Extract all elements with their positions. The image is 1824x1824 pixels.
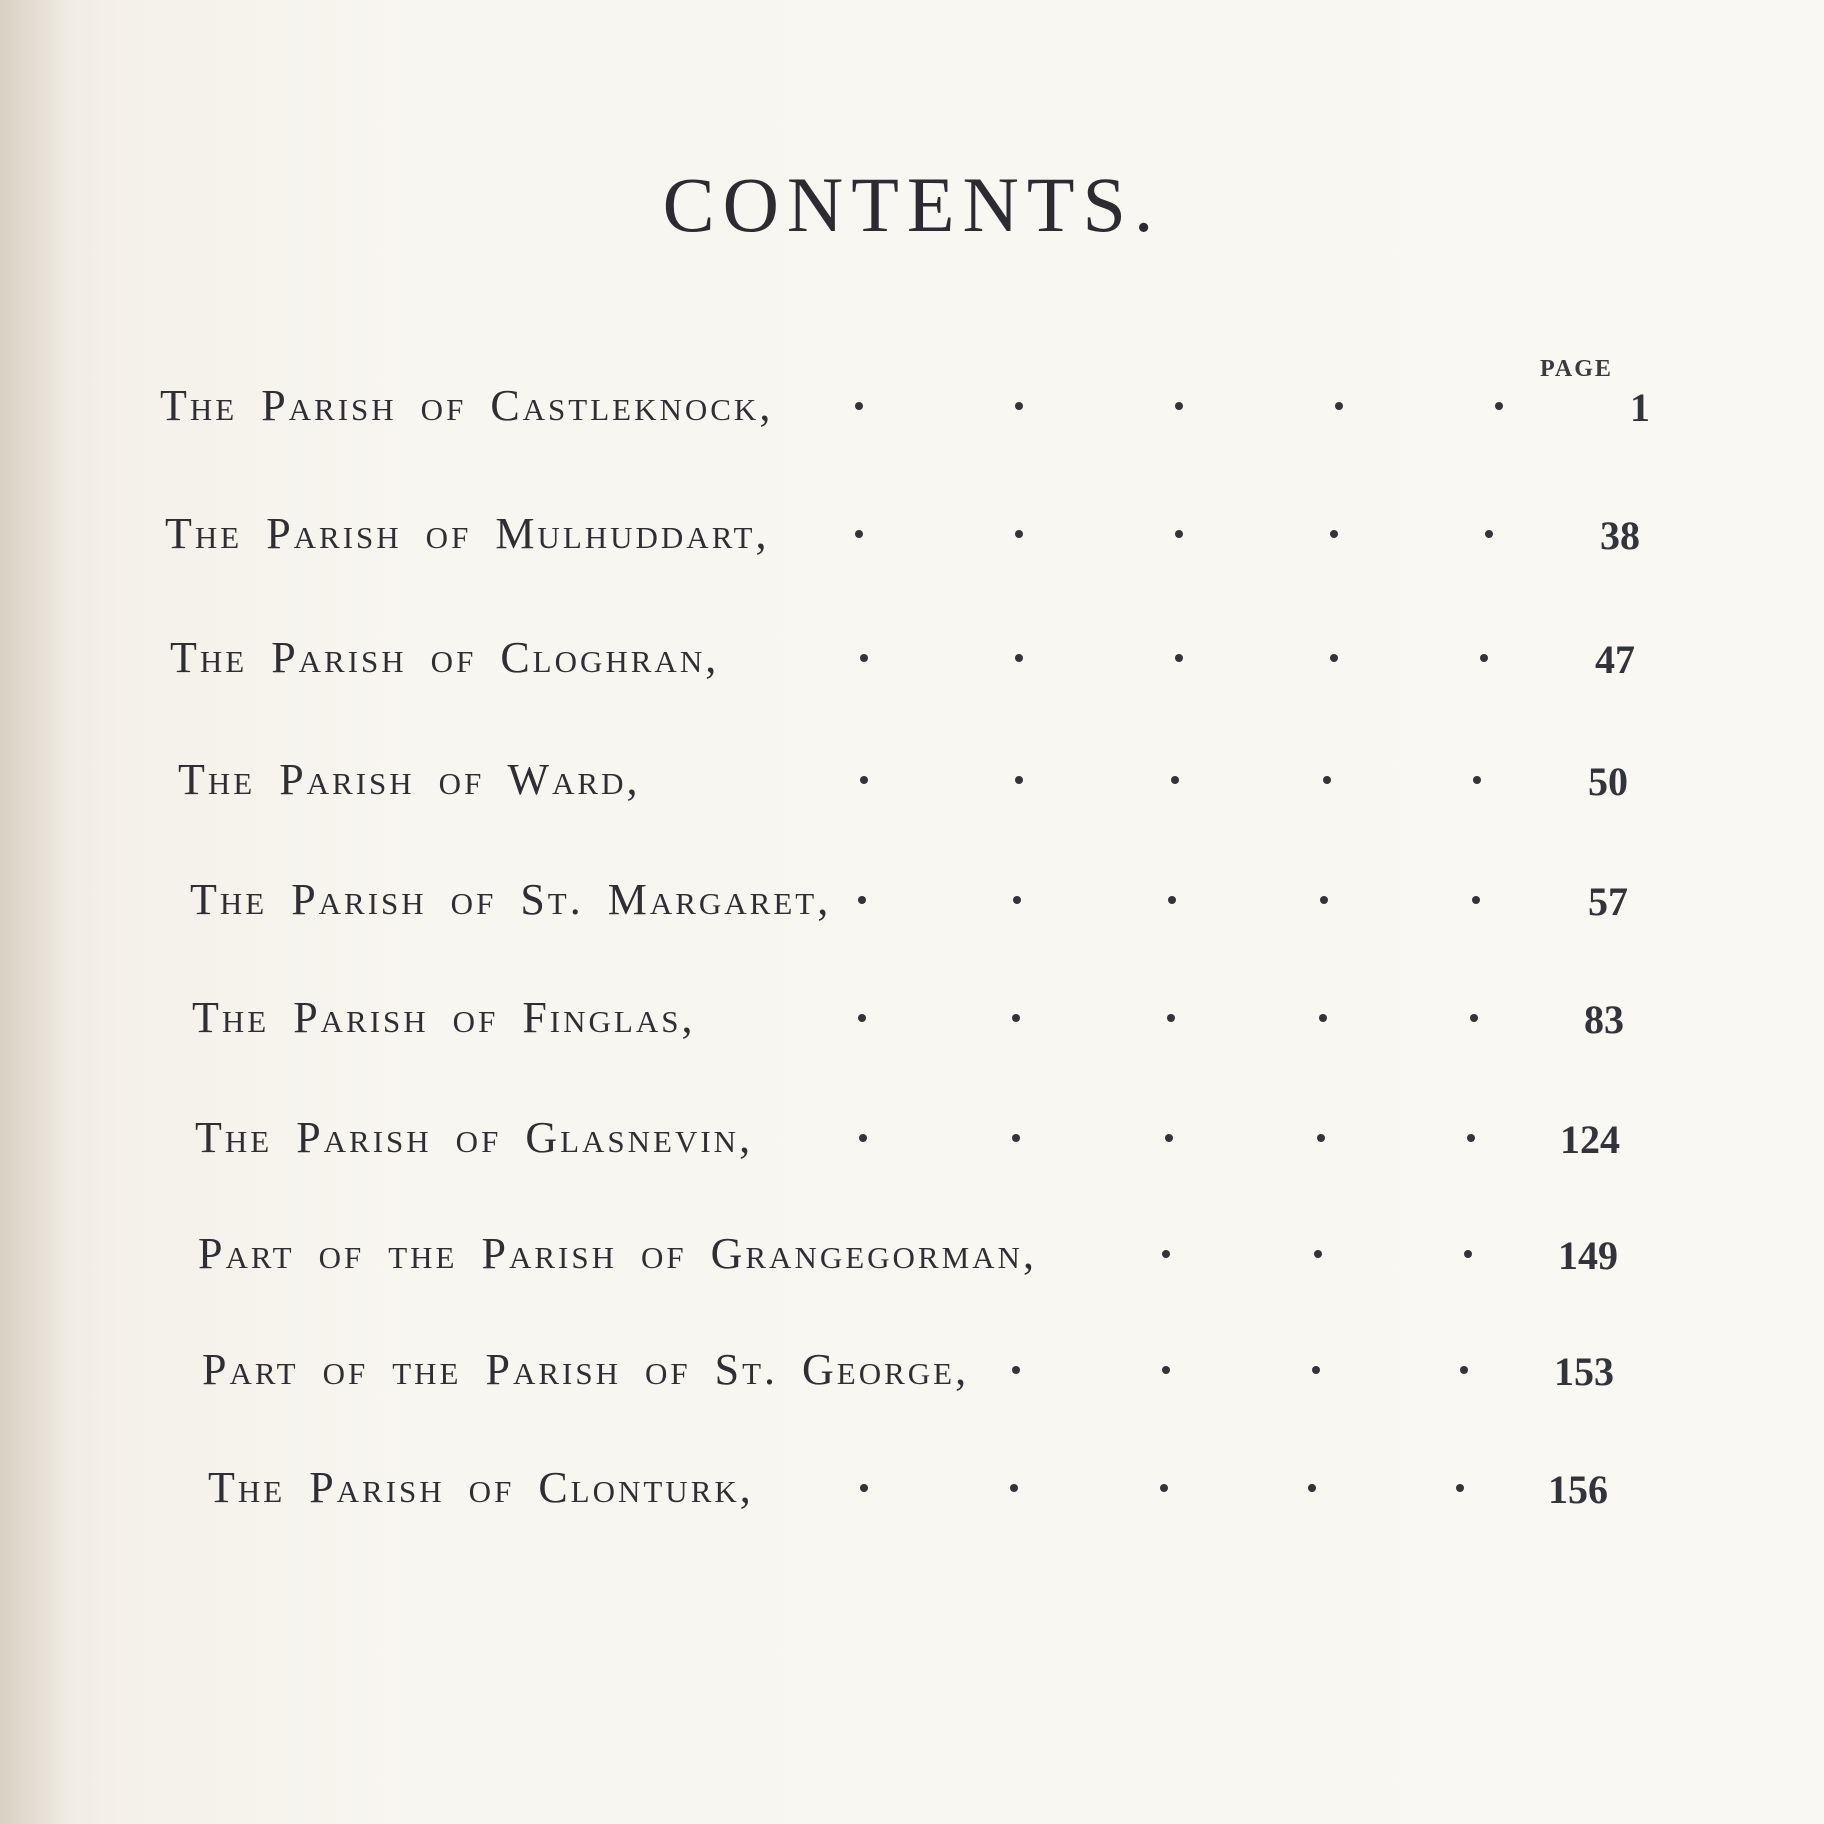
leader-dot [1165,1134,1173,1142]
leader-dot [1175,654,1183,662]
leader-dot [1175,402,1183,410]
leader-dot [860,776,868,784]
leader-dot [1015,402,1023,410]
leader-dot [1015,776,1023,784]
leader-dot [1317,1134,1325,1142]
leader-dot [1162,1366,1170,1374]
entry-page-number: 1 [1630,385,1650,430]
entry-title: Part of the Parish of St. George, [202,1345,970,1394]
leader-dot [1485,530,1493,538]
leader-dot [1473,776,1481,784]
entry-title: Part of the Parish of Grangegorman, [198,1229,1037,1278]
leader-dot [1460,1366,1468,1374]
leader-dot [1314,1250,1322,1258]
leader-dot [1168,896,1176,904]
leader-dot [1167,1014,1175,1022]
entry-page-number: 153 [1554,1349,1614,1394]
page-title: CONTENTS. [662,161,1162,248]
entry-page-number: 156 [1548,1467,1608,1512]
entry-page-number: 149 [1558,1233,1618,1278]
leader-dot [860,654,868,662]
entry-page-number: 124 [1560,1117,1620,1162]
leader-dot [1012,1014,1020,1022]
entry-page-number: 57 [1588,879,1628,924]
entry-title: The Parish of Ward, [178,755,641,804]
entry-page-number: 50 [1588,759,1628,804]
leader-dot [1456,1484,1464,1492]
leader-dot [1320,896,1328,904]
leader-dot [1330,530,1338,538]
entry-page-number: 83 [1584,997,1624,1042]
entry-title: The Parish of Mulhuddart, [165,509,770,558]
entry-title: The Parish of Castleknock, [160,381,774,430]
leader-dot [859,1134,867,1142]
leader-dot [858,1014,866,1022]
entry-page-number: 38 [1600,513,1640,558]
leader-dot [1012,1366,1020,1374]
leader-dot [1464,1250,1472,1258]
leader-dot [1015,654,1023,662]
entry-title: The Parish of Glasnevin, [195,1113,754,1162]
leader-dot [1308,1484,1316,1492]
leader-dot [1472,896,1480,904]
leader-dot [1467,1134,1475,1142]
entry-title: The Parish of St. Margaret, [190,875,832,924]
leader-dot [1470,1014,1478,1022]
leader-dot [1330,654,1338,662]
leader-dot [1162,1250,1170,1258]
leader-dot [1480,654,1488,662]
leader-dot [858,896,866,904]
leader-dot [855,530,863,538]
leader-dot [1171,776,1179,784]
leader-dot [1010,1484,1018,1492]
page-column-header: PAGE [1540,356,1613,382]
leader-dot [1323,776,1331,784]
entry-title: The Parish of Clonturk, [208,1463,754,1512]
leader-dot [1013,896,1021,904]
entry-page-number: 47 [1595,637,1635,682]
leader-dot [1012,1134,1020,1142]
leader-dot [855,402,863,410]
leader-dot [1015,530,1023,538]
leader-dot [1175,530,1183,538]
entry-title: The Parish of Finglas, [192,993,696,1042]
leader-dot [1319,1014,1327,1022]
leader-dot [860,1484,868,1492]
leader-dot [1335,402,1343,410]
leader-dot [1160,1484,1168,1492]
leader-dot [1312,1366,1320,1374]
leader-dot [1495,402,1503,410]
entry-title: The Parish of Cloghran, [170,633,720,682]
